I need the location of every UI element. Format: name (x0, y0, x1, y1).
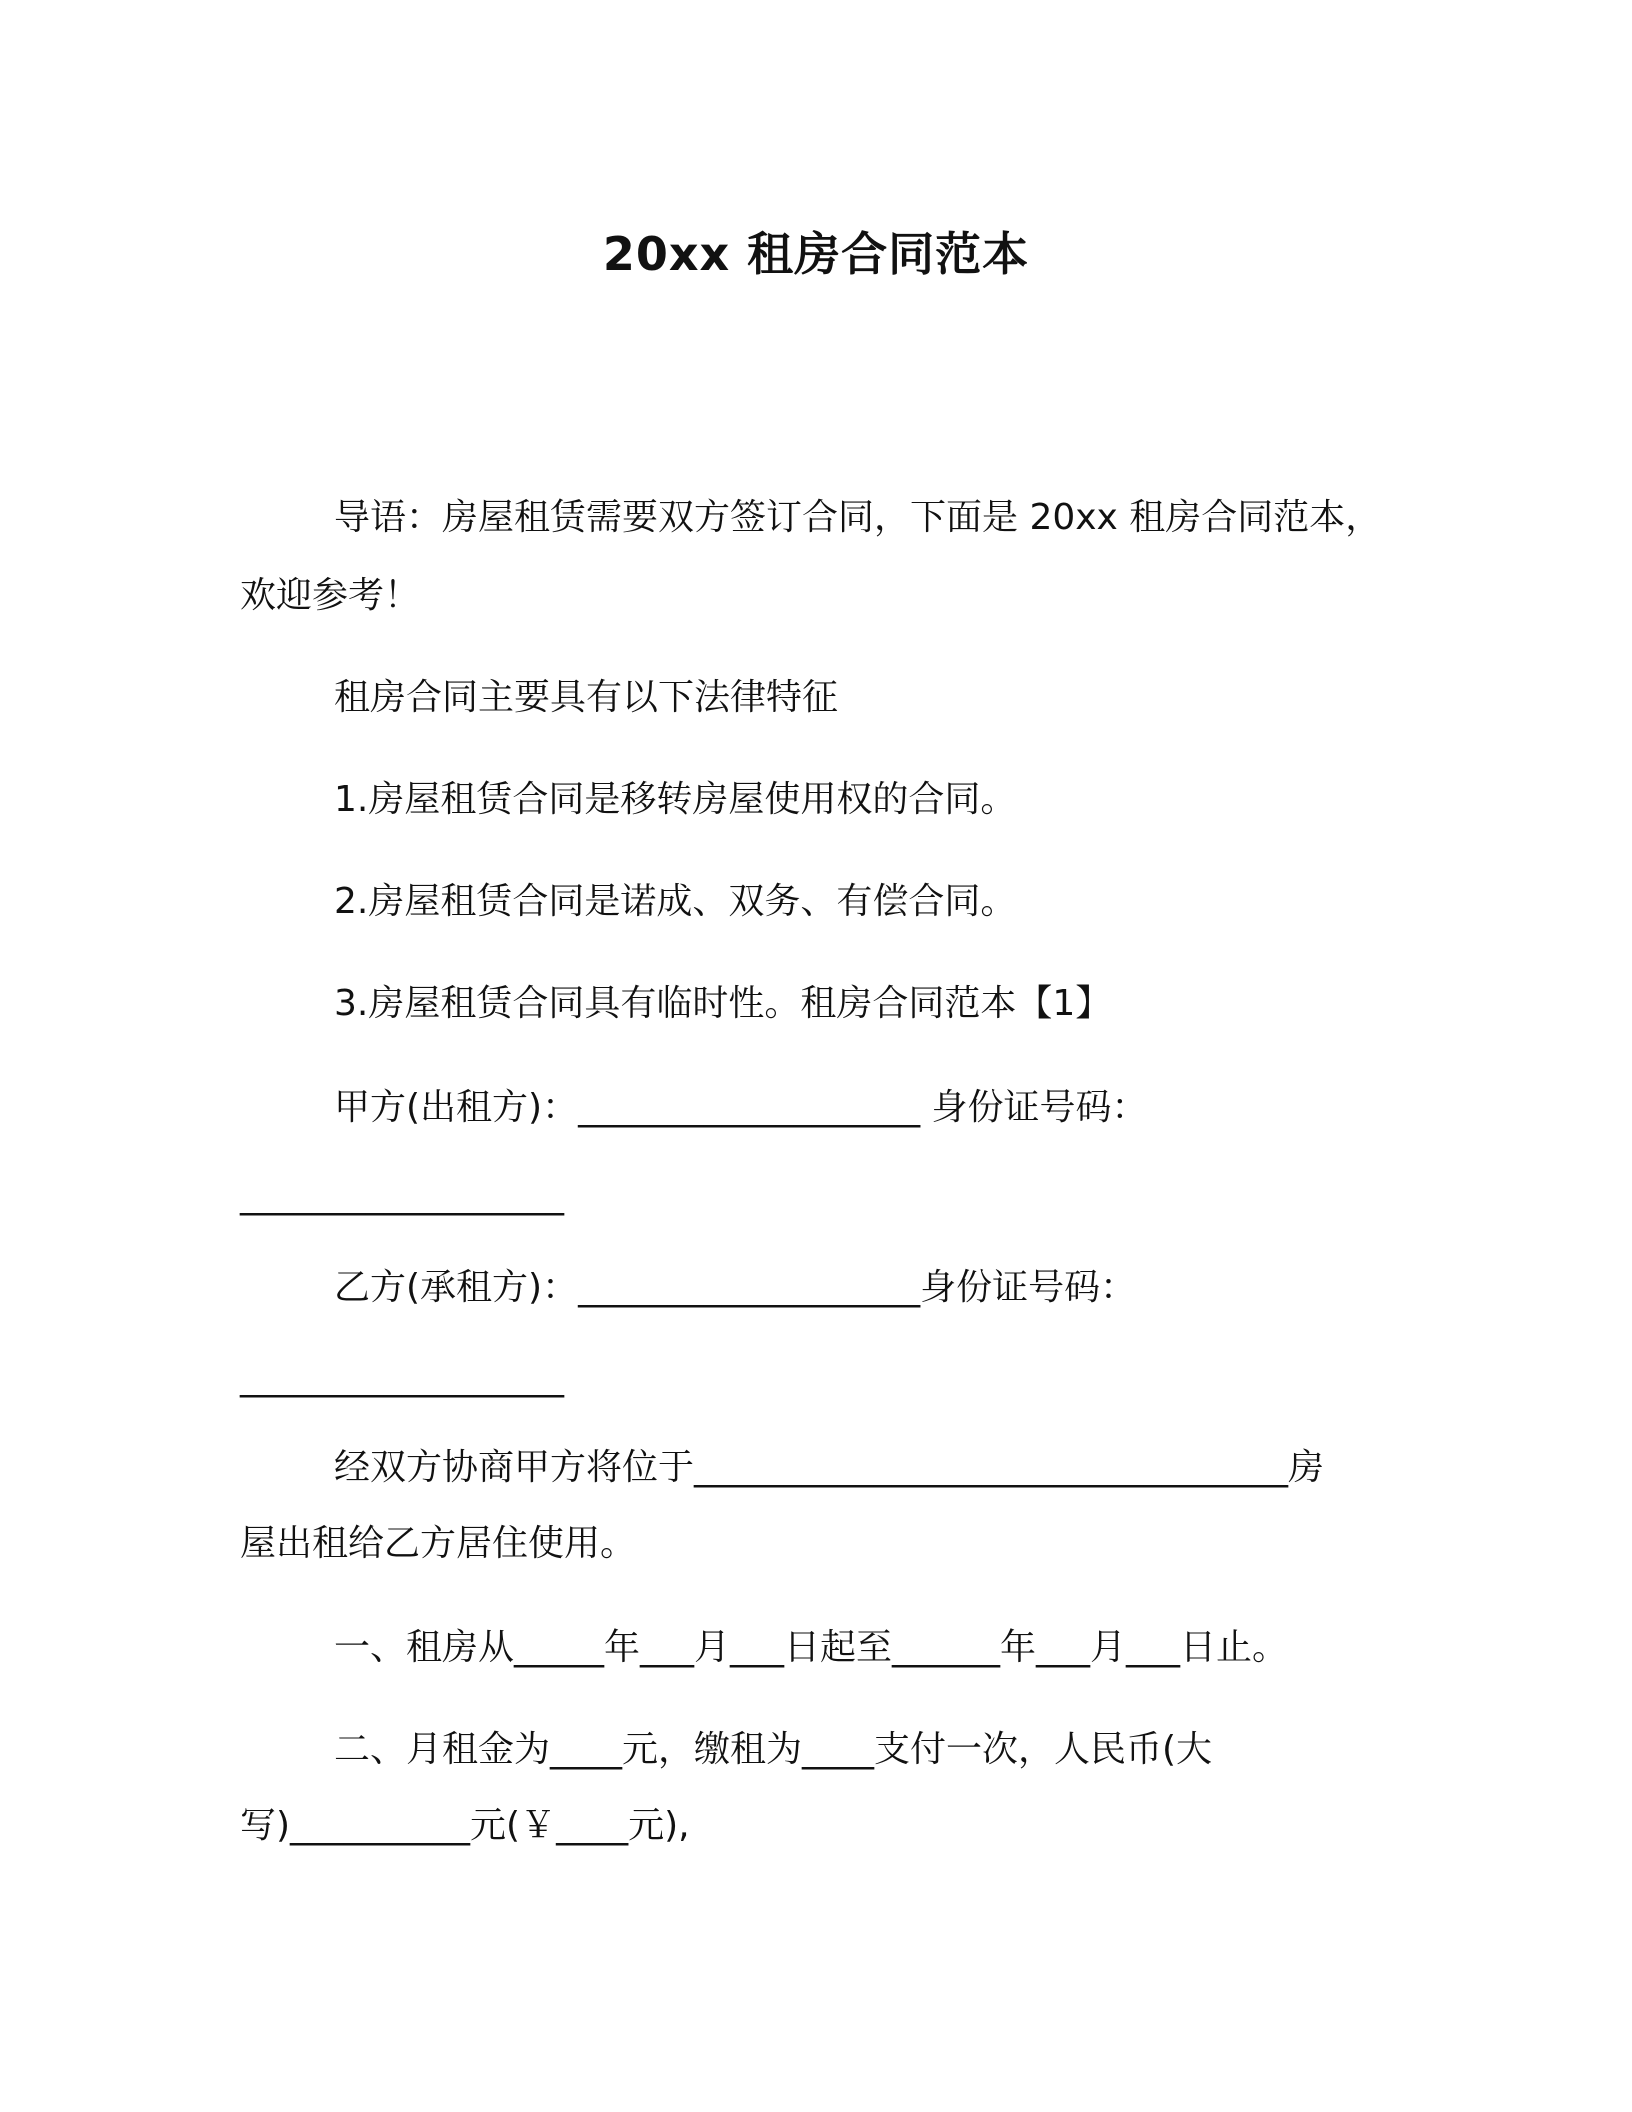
clause-1-term: 一、租房从_____年___月___日起至______年___月___日止。 (334, 1627, 1289, 1668)
party-b-id-blank: __________________ (240, 1357, 564, 1398)
feature-item-1: 1.房屋租赁合同是移转房屋使用权的合同。 (334, 779, 1017, 820)
intro-line-2: 欢迎参考！ (240, 575, 421, 616)
clause-2-rent-line-2: 写)__________元(￥____元), (240, 1805, 690, 1846)
features-heading: 租房合同主要具有以下法律特征 (334, 677, 839, 718)
property-location-line-2: 屋出租给乙方居住使用。 (240, 1523, 637, 1564)
intro-line-1: 导语：房屋租赁需要双方签订合同，下面是 20xx 租房合同范本， (334, 497, 1382, 538)
document-title: 20xx 租房合同范本 (602, 227, 1030, 281)
party-a-line: 甲方(出租方)：___________________ 身份证号码： (334, 1087, 1148, 1128)
feature-item-2: 2.房屋租赁合同是诺成、双务、有偿合同。 (334, 881, 1017, 922)
party-a-id-blank: __________________ (240, 1175, 564, 1216)
property-location-line-1: 经双方协商甲方将位于_________________________________房 (334, 1447, 1325, 1488)
clause-2-rent-line-1: 二、月租金为____元，缴租为____支付一次，人民币(大 (334, 1729, 1213, 1770)
feature-item-3: 3.房屋租赁合同具有临时性。租房合同范本【1】 (334, 983, 1112, 1024)
party-b-line: 乙方(承租方)：___________________身份证号码： (334, 1267, 1137, 1308)
